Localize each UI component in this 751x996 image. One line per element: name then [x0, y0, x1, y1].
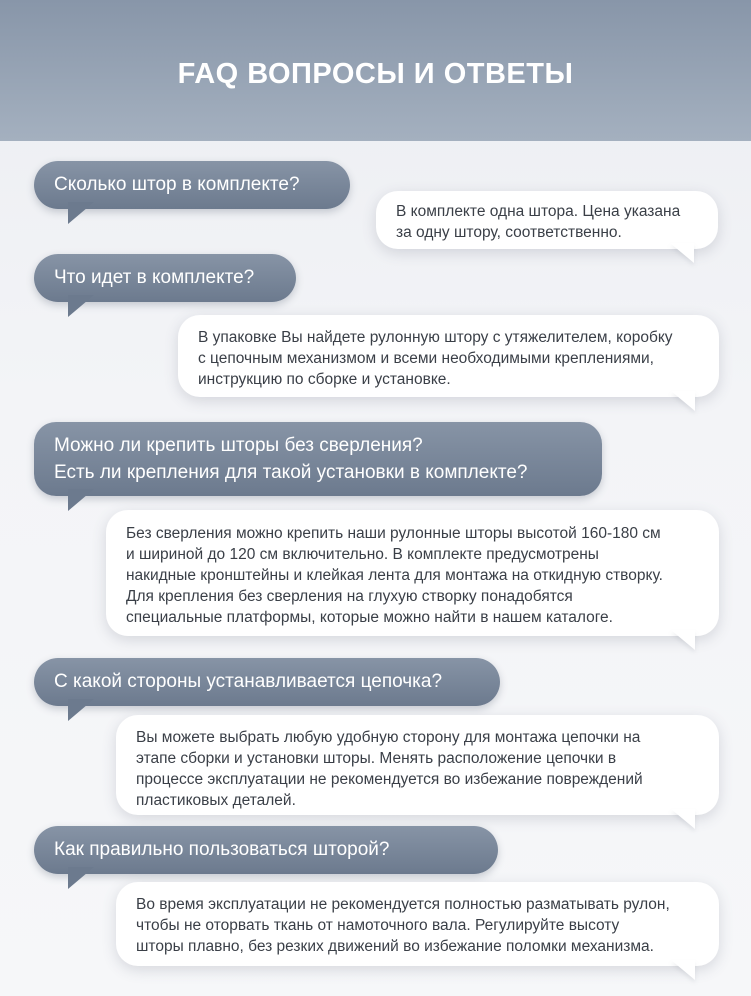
bubble-tail: [68, 699, 94, 721]
question-bubble: [34, 826, 498, 874]
answer-text: Для крепления без сверления на глухую створку понадобятся: [126, 588, 573, 605]
bubble-tail: [671, 960, 695, 980]
header-banner: [0, 0, 751, 141]
question-text: Есть ли крепления для такой установки в комплекте?: [54, 462, 528, 483]
answer-text: Во время эксплуатации не рекомендуется полностью разматывать рулон,: [136, 896, 670, 913]
question-text: Сколько штор в комплекте?: [54, 174, 300, 195]
answer-bubble: [116, 715, 719, 815]
answer-text: специальные платформы, которые можно найти в нашем каталоге.: [126, 609, 613, 626]
bubble-tail: [671, 630, 695, 650]
question-text: Как правильно пользоваться шторой?: [54, 839, 390, 860]
answer-text: В комплекте одна штора. Цена указана: [396, 203, 681, 220]
answer-text: шторы плавно, без резких движений во избежание поломки механизма.: [136, 938, 654, 955]
question-bubble: [34, 254, 296, 302]
answer-text: с цепочным механизмом и всеми необходимыми креплениями,: [198, 350, 654, 367]
answer-text: за одну штору, соответственно.: [396, 224, 622, 241]
question-text: Можно ли крепить шторы без сверления?: [54, 435, 423, 456]
answer-text: Без сверления можно крепить наши рулонные шторы высотой 160-180 см: [126, 525, 661, 542]
answer-text: процессе эксплуатации не рекомендуется во избежание повреждений: [136, 771, 643, 788]
answer-bubble: [178, 315, 719, 397]
question-bubble: [34, 422, 602, 496]
bubble-tail: [68, 489, 94, 511]
answer-bubble: [376, 191, 718, 249]
answer-text: Вы можете выбрать любую удобную сторону для монтажа цепочки на: [136, 729, 641, 746]
bubble-tail: [68, 295, 94, 317]
page-title: FAQ ВОПРОСЫ И ОТВЕТЫ: [177, 58, 574, 90]
answer-text: пластиковых деталей.: [136, 792, 296, 809]
question-text: С какой стороны устанавливается цепочка?: [54, 671, 443, 692]
bubble-tail: [671, 391, 695, 411]
answer-bubble: [106, 510, 719, 636]
bubble-tail: [68, 202, 94, 224]
question-bubble: [34, 161, 350, 209]
answer-text: и шириной до 120 см включительно. В комплекте предусмотрены: [126, 546, 599, 563]
bubble-tail: [68, 867, 94, 889]
answer-text: этапе сборки и установки шторы. Менять расположение цепочки в: [136, 750, 617, 767]
bubble-tail: [671, 809, 695, 829]
answer-text: чтобы не оторвать ткань от намоточного вала. Регулируйте высоту: [136, 917, 620, 934]
answer-bubble: [116, 882, 719, 966]
bubble-tail: [670, 243, 694, 263]
answer-text: накидные кронштейны и клейкая лента для монтажа на откидную створку.: [126, 567, 663, 584]
answer-text: В упаковке Вы найдете рулонную штору с утяжелителем, коробку: [198, 329, 673, 346]
question-bubble: [34, 658, 500, 706]
answer-text: инструкцию по сборке и установке.: [198, 371, 451, 388]
question-text: Что идет в комплекте?: [54, 267, 255, 288]
